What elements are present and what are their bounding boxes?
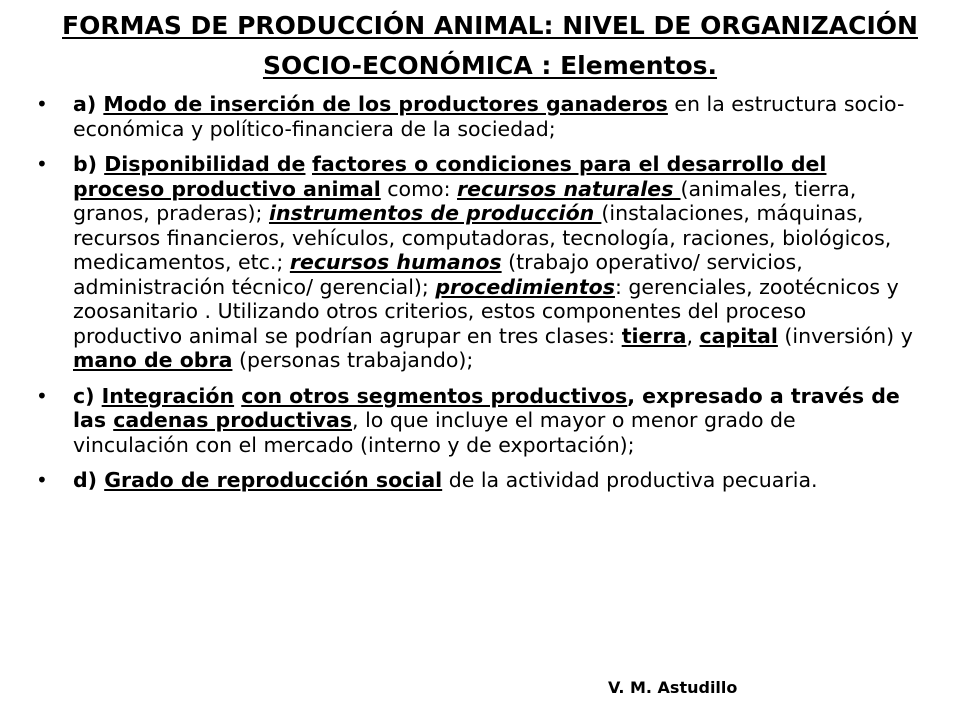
bullet-item-b bbox=[36, 152, 916, 373]
text-segment: factores o condiciones para el desarrollo del proceso productivo animal bbox=[73, 152, 827, 201]
text-segment: , bbox=[686, 323, 700, 348]
text-segment: con otros segmentos productivos bbox=[241, 383, 628, 408]
bullet-dot: • bbox=[36, 152, 48, 176]
text-segment: procedimientos bbox=[435, 274, 615, 299]
text-segment: : gerenciales, zootécnicos y zoosanitario . Utilizando otros criterios, estos componentes del proceso productivo animal se podrían agrupar en tres clases: bbox=[73, 274, 899, 348]
text-segment: cadenas productivas bbox=[113, 408, 353, 432]
text-segment: d) bbox=[73, 468, 105, 492]
author-credit: V. M. Astudillo bbox=[608, 678, 738, 697]
text-segment: (personas trabajando); bbox=[232, 348, 474, 372]
text-segment: Disponibilidad de bbox=[104, 152, 306, 176]
bullet-dot: • bbox=[36, 383, 48, 408]
text-segment: mano de obra bbox=[73, 348, 233, 372]
text-segment: Integración bbox=[101, 383, 235, 408]
bullet-dot: • bbox=[36, 468, 48, 492]
text-segment: (inversión) y bbox=[777, 323, 913, 348]
slide-title: FORMAS DE PRODUCCIÓN ANIMAL: NIVEL DE ORGANIZACIÓN SOCIO-ECONÓMICA : Elementos. bbox=[62, 11, 918, 80]
bullet-item-c bbox=[36, 384, 916, 458]
text-segment: Grado de reproducción social bbox=[104, 468, 443, 492]
text-segment: b) bbox=[73, 152, 105, 176]
text-segment: , lo que incluye el mayor o menor grado de vinculación con el mercado (interno y de exportación); bbox=[73, 408, 796, 457]
bullet-dot: • bbox=[36, 92, 48, 116]
bullet-item-d bbox=[36, 468, 916, 493]
text-segment: en la estructura socio-económica y político-financiera de la sociedad; bbox=[73, 92, 905, 141]
text-segment: (animales, tierra, granos, praderas); bbox=[73, 176, 857, 225]
text-segment: instrumentos de producción bbox=[268, 201, 602, 225]
text-segment: Modo de inserción de los productores ganaderos bbox=[103, 92, 668, 116]
text-segment: recursos naturales bbox=[457, 176, 681, 201]
text-segment: , expresado a través de las bbox=[73, 383, 900, 432]
bullet-list bbox=[36, 92, 916, 504]
bullet-item-a bbox=[36, 92, 916, 141]
text-segment: capital bbox=[699, 323, 778, 348]
text-segment: recursos humanos bbox=[289, 250, 502, 274]
text-segment: tierra bbox=[621, 323, 687, 348]
text-segment: como: bbox=[380, 176, 457, 201]
text-segment: a) bbox=[73, 92, 104, 116]
text-segment: c) bbox=[73, 383, 102, 408]
text-segment: de la actividad productiva pecuaria. bbox=[442, 468, 818, 492]
text-segment: (trabajo operativo/ servicios, administración técnico/ gerencial); bbox=[73, 250, 803, 299]
text-segment: (instalaciones, máquinas, recursos financieros, vehículos, computadoras, tecnología, raciones, biológicos, medicamentos, etc.; bbox=[73, 201, 892, 274]
